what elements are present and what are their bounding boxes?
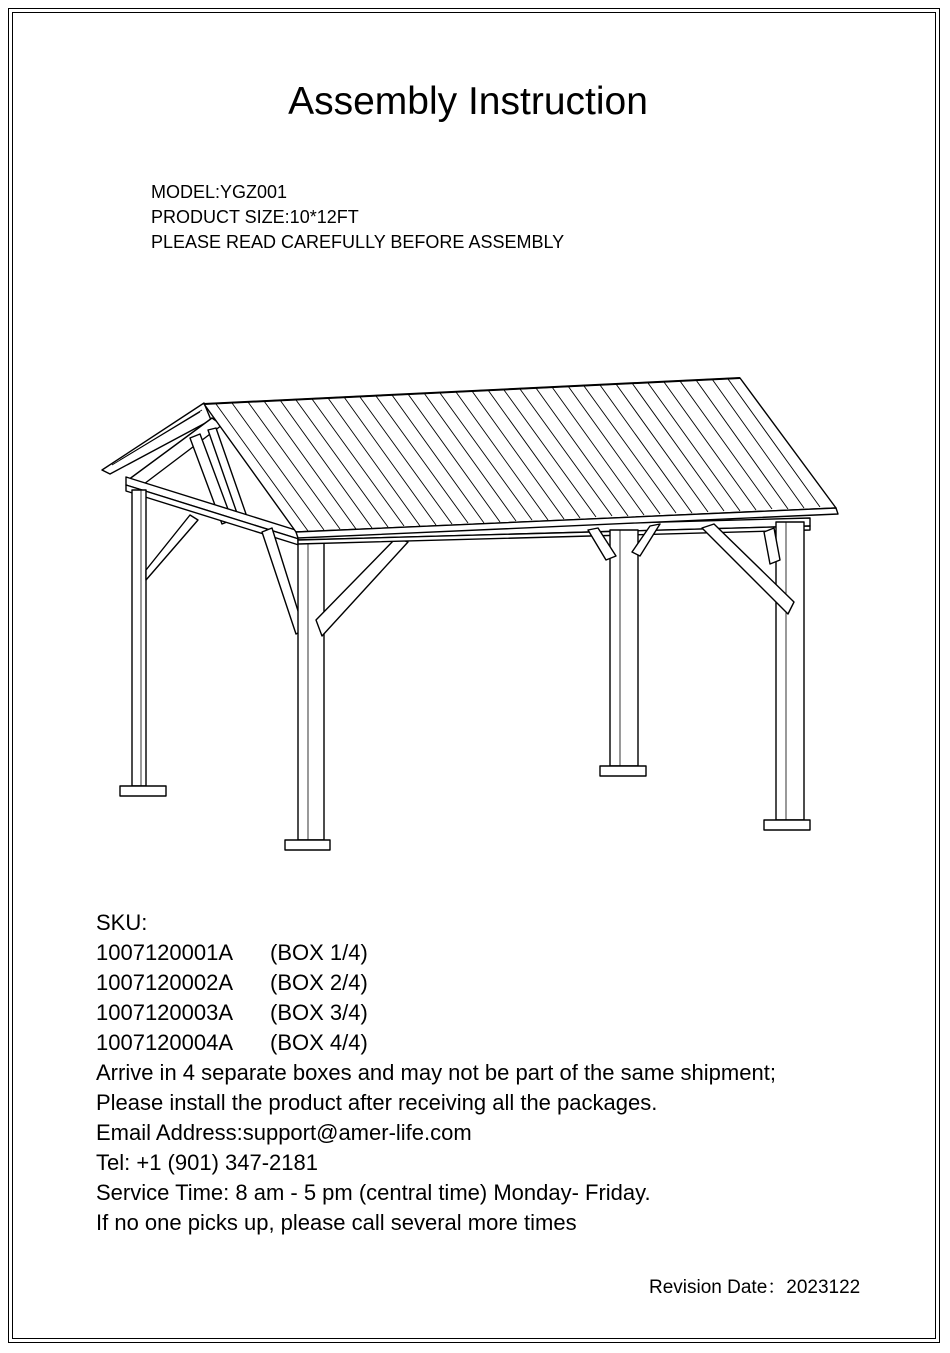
sku-box: (BOX 1/4) (270, 940, 368, 965)
sku-row (96, 968, 776, 998)
sku-row (96, 998, 776, 1028)
read-carefully-line: PLEASE READ CAREFULLY BEFORE ASSEMBLY (151, 232, 565, 252)
install-note: Please install the product after receiving all the packages. (96, 1090, 658, 1115)
gazebo-illustration (95, 370, 845, 860)
sku-code: 1007120004A (96, 1030, 234, 1055)
revision-date: Revision Date：2023122 (649, 1277, 861, 1298)
sku-box: (BOX 4/4) (270, 1030, 368, 1055)
document-title: Assembly Instruction (288, 80, 648, 123)
phone-line: Tel: +1 (901) 347-2181 (96, 1150, 318, 1175)
product-meta (151, 180, 564, 255)
email-line: Email Address:support@amer-life.com (96, 1120, 472, 1145)
sku-box: (BOX 3/4) (270, 1000, 368, 1025)
sku-heading: SKU: (96, 910, 148, 935)
sku-row (96, 938, 776, 968)
model-line: MODEL:YGZ001 (151, 182, 288, 202)
shipment-note: Arrive in 4 separate boxes and may not be part of the same shipment; (96, 1060, 776, 1085)
sku-code: 1007120003A (96, 1000, 234, 1025)
sku-and-support-info (96, 908, 776, 1238)
call-again-note: If no one picks up, please call several more times (96, 1210, 577, 1235)
sku-code: 1007120001A (96, 940, 234, 965)
service-time-line: Service Time: 8 am - 5 pm (central time) Monday- Friday. (96, 1180, 651, 1205)
product-size-line: PRODUCT SIZE:10*12FT (151, 207, 359, 227)
sku-box: (BOX 2/4) (270, 970, 368, 995)
sku-row (96, 1028, 776, 1058)
sku-code: 1007120002A (96, 970, 234, 995)
